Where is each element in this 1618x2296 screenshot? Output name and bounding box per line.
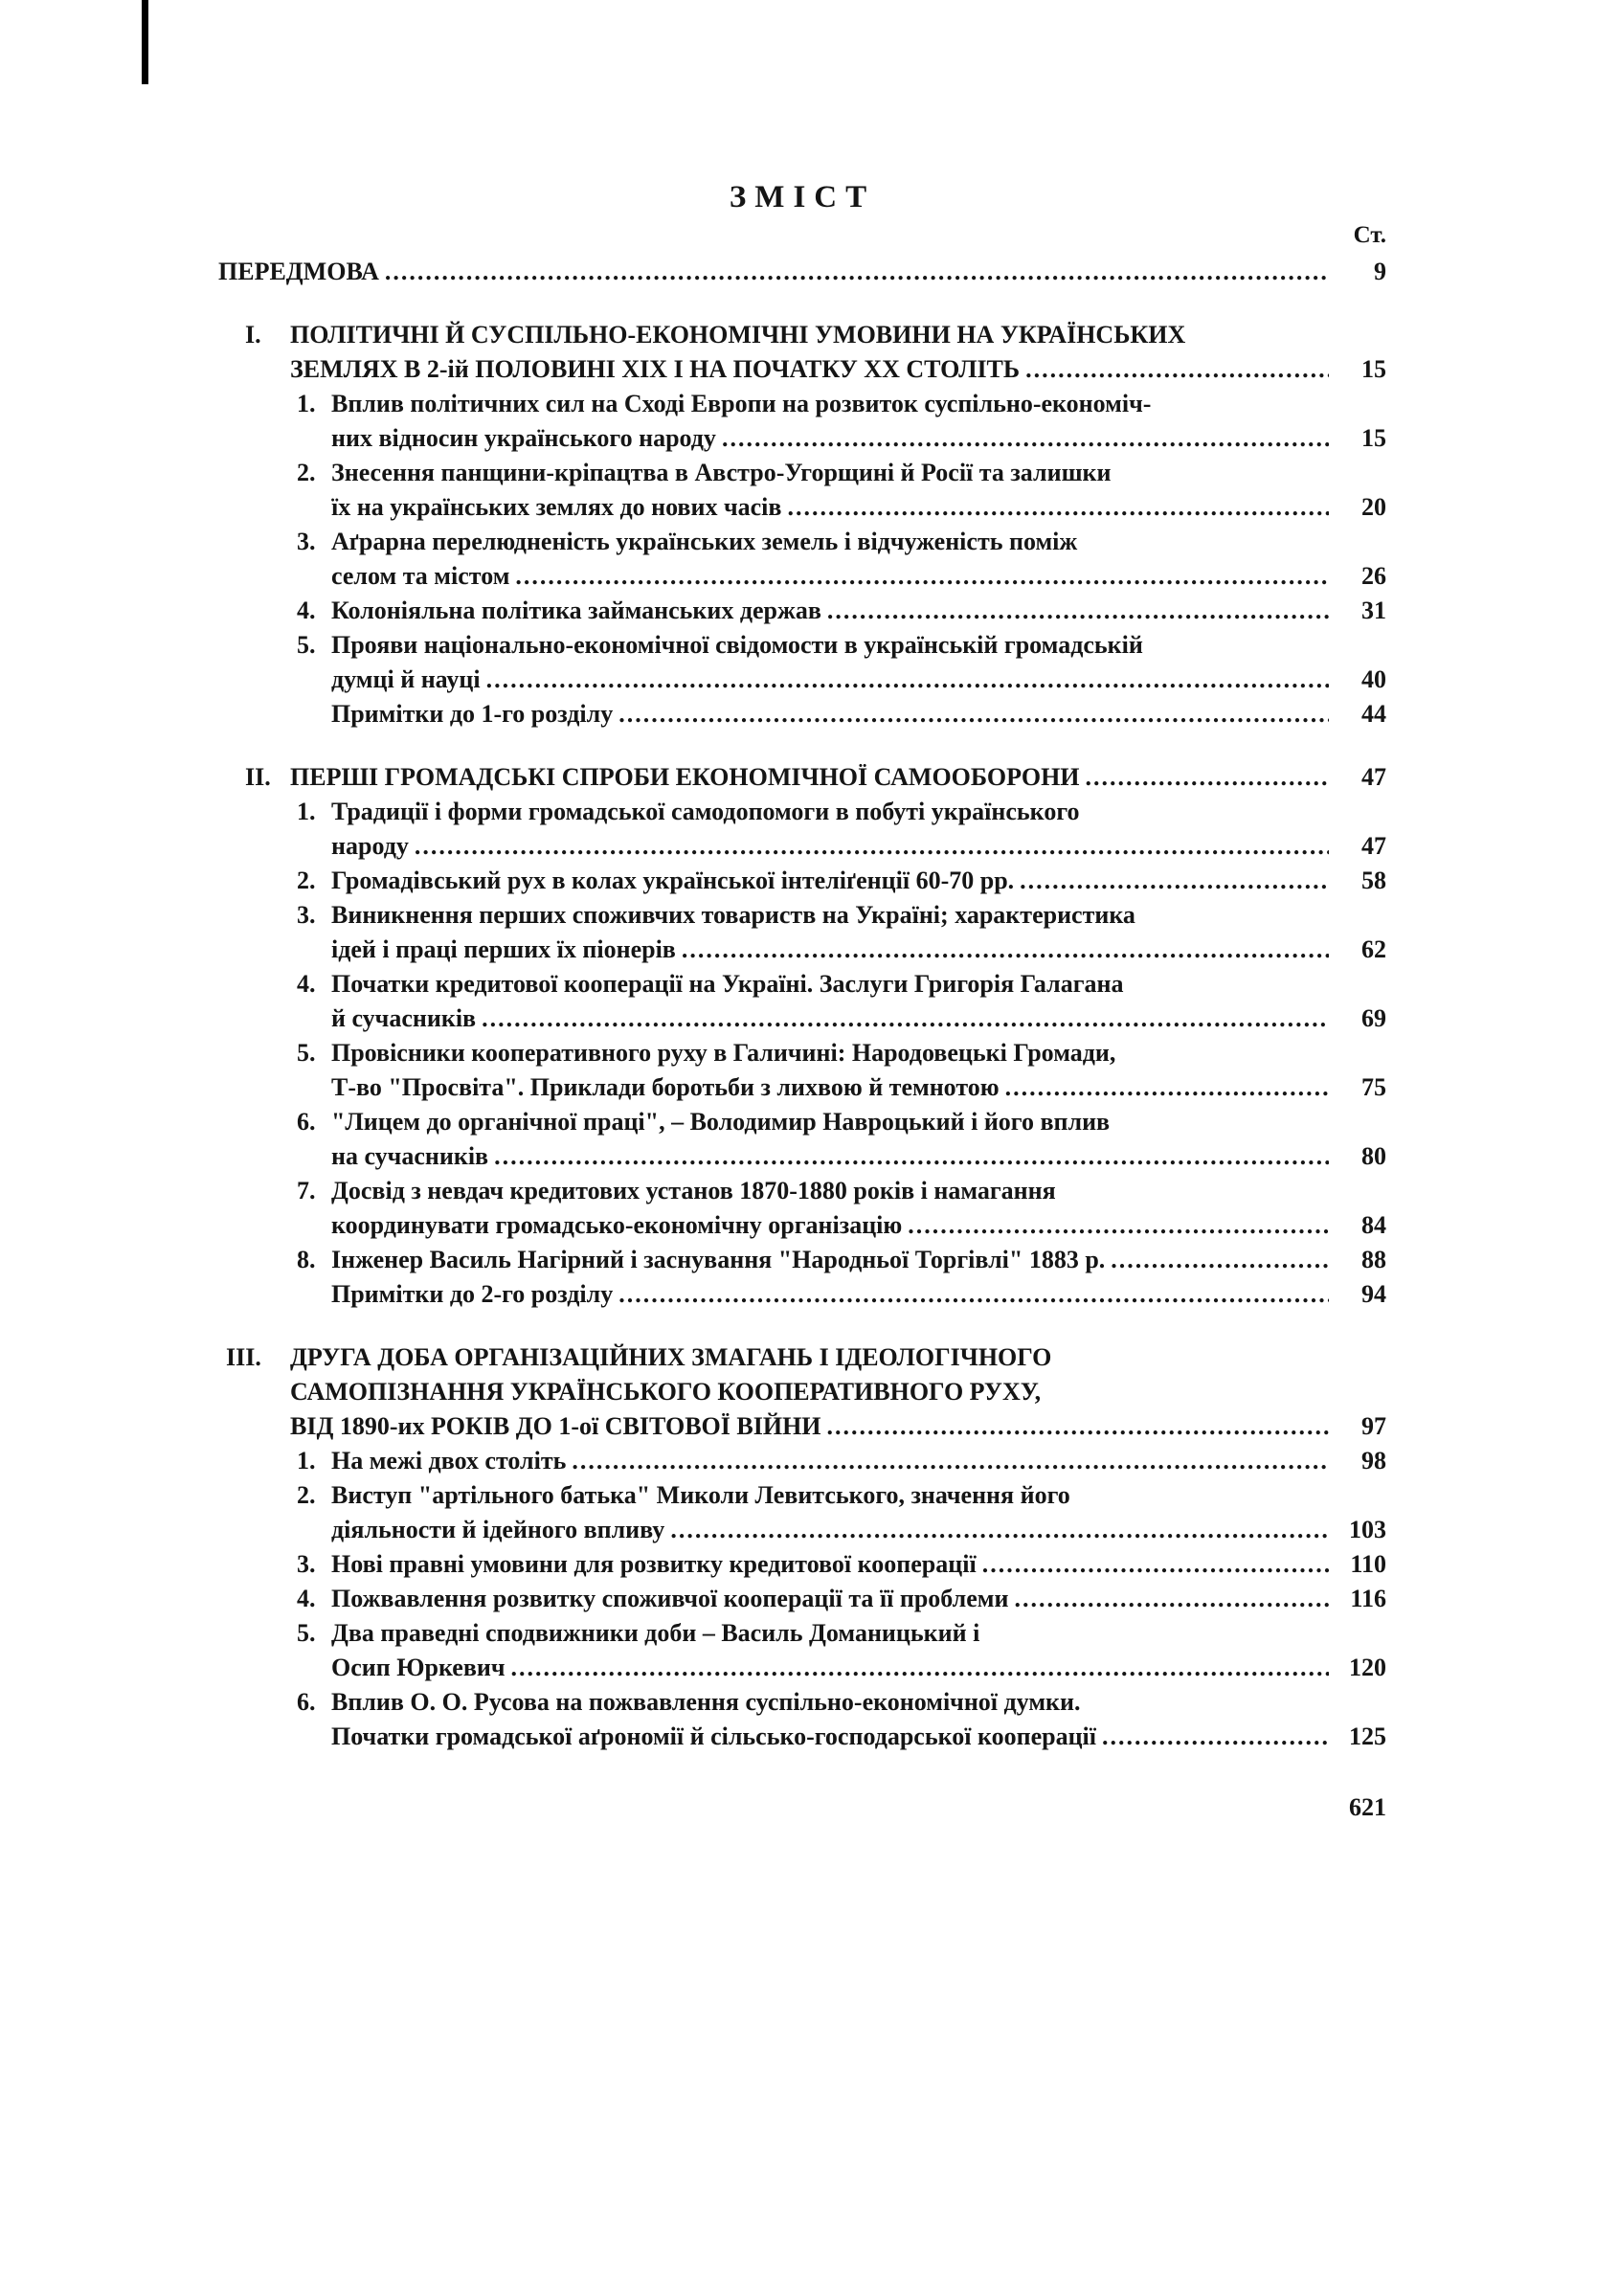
toc-entry-text: Традиції і форми громадської самодопомоги в побуті українського <box>331 798 1080 825</box>
toc-entry-line <box>218 318 1386 352</box>
toc-entry-line <box>218 933 1386 967</box>
toc-entry-number: 4. <box>297 970 316 998</box>
dot-leader <box>827 1409 1329 1444</box>
scan-artifact-mark <box>142 0 148 84</box>
toc-entry-number: 5. <box>297 631 316 659</box>
toc-entry-text: народу <box>331 832 409 860</box>
toc-entry-text: їх на українських землях до нових часів <box>331 493 782 521</box>
toc-entry-text: них відносин українського народу <box>331 424 716 452</box>
toc-entry <box>218 864 1386 898</box>
toc-entry-line <box>218 594 1386 628</box>
toc-entry <box>218 1243 1386 1277</box>
toc-content <box>218 178 1386 1825</box>
toc-entry-text: координувати громадсько-економічну організацію <box>331 1211 903 1239</box>
toc-entry-line <box>218 1277 1386 1312</box>
toc-entry-number: 1. <box>297 390 316 417</box>
toc-entry-line <box>218 1616 1386 1651</box>
toc-entry-text: Аґрарна перелюдненість українських земель і відчуженість поміж <box>331 528 1078 555</box>
toc-entry-line <box>218 1720 1386 1754</box>
toc-entry <box>218 594 1386 628</box>
toc-page-number: 15 <box>1361 424 1386 452</box>
toc-entry-text: ПЕРШІ ГРОМАДСЬКІ СПРОБИ ЕКОНОМІЧНОЇ САМООБОРОНИ <box>290 763 1080 791</box>
toc-page-number: 125 <box>1349 1722 1386 1750</box>
toc-entry-text: Два праведні сподвижники доби – Василь Доманицький і <box>331 1619 980 1647</box>
dot-leader <box>722 421 1329 456</box>
toc-page-number: 44 <box>1361 700 1386 728</box>
toc-entry-text: Виникнення перших споживчих товариств на Україні; характеристика <box>331 901 1135 929</box>
dot-leader <box>1111 1243 1329 1277</box>
toc-entry-text: ВІД 1890-их РОКІВ ДО 1-ої СВІТОВОЇ ВІЙНИ <box>290 1412 821 1440</box>
toc-entry-text: Громадівський рух в колах української інтеліґенції 60-70 рр. <box>331 867 1015 894</box>
dot-leader <box>482 1002 1329 1036</box>
toc-entry <box>218 967 1386 1036</box>
toc-entry-text: Вплив О. О. Русова на пожвавлення суспільно-економічної думки. <box>331 1688 1081 1716</box>
toc-page-number: 47 <box>1361 763 1386 791</box>
page-title: ЗМІСТ <box>729 180 876 214</box>
toc-entry <box>218 318 1386 387</box>
dot-leader <box>982 1547 1329 1582</box>
dot-leader <box>618 1277 1329 1312</box>
toc-entry-text: Початки громадської аґрономії й сільсько-господарської кооперації <box>331 1722 1097 1750</box>
toc-entry <box>218 387 1386 456</box>
toc-entry <box>218 898 1386 967</box>
toc-entry-number: 5. <box>297 1619 316 1647</box>
toc-entry-text: діяльности й ідейного впливу <box>331 1516 665 1543</box>
toc-entry-number: 2. <box>297 867 316 894</box>
toc-entry-text: Прояви національно-економічної свідомости в українській громадській <box>331 631 1143 659</box>
toc-entry-number: 8. <box>297 1246 316 1273</box>
toc-entry-number: 3. <box>297 1550 316 1578</box>
toc-page-number: 58 <box>1361 867 1386 894</box>
toc-entry <box>218 255 1386 289</box>
toc-entry-text: ідей і праці перших їх піонерів <box>331 935 676 963</box>
toc-entry-text: "Лицем до органічної праці", – Володимир Навроцький і його вплив <box>331 1108 1111 1136</box>
toc-entry-line <box>218 1036 1386 1070</box>
toc-page-number: 97 <box>1361 1412 1386 1440</box>
toc-entry-line <box>218 1002 1386 1036</box>
toc-entry-line <box>218 1208 1386 1243</box>
toc-entry-text: ПОЛІТИЧНІ Й СУСПІЛЬНО-ЕКОНОМІЧНІ УМОВИНИ НА УКРАЇНСЬКИХ <box>290 321 1186 349</box>
toc-entry <box>218 1105 1386 1174</box>
toc-entry-text: Осип Юркевич <box>331 1654 506 1681</box>
toc-page-number: 80 <box>1361 1142 1386 1170</box>
dot-leader <box>827 594 1329 628</box>
toc-entry-text: Колоніяльна політика займанських держав <box>331 597 821 624</box>
toc-entry-line <box>218 1547 1386 1582</box>
toc-entry-text: на сучасників <box>331 1142 489 1170</box>
toc-entry <box>218 795 1386 864</box>
toc-page-number: 120 <box>1349 1654 1386 1681</box>
dot-leader <box>1020 864 1329 898</box>
dot-leader <box>572 1444 1329 1478</box>
toc-entry-text: Примітки до 2-го розділу <box>331 1280 614 1308</box>
toc-entry-line <box>218 898 1386 933</box>
toc-page-number: 98 <box>1361 1447 1386 1474</box>
toc-entry-line <box>218 967 1386 1002</box>
toc-entry <box>218 1582 1386 1616</box>
toc-entry-line <box>218 1582 1386 1616</box>
toc-entry-line <box>218 1340 1386 1375</box>
toc-entry-text: селом та містом <box>331 562 510 590</box>
dot-leader <box>515 559 1329 594</box>
toc-entry-text: й сучасників <box>331 1004 477 1032</box>
toc-entry-number: 6. <box>297 1108 316 1136</box>
toc-entry <box>218 1036 1386 1105</box>
toc-page-number: 75 <box>1361 1073 1386 1101</box>
toc-entry-line <box>218 255 1386 289</box>
toc-entry-text: Пожвавлення розвитку споживчої кооперації та її проблеми <box>331 1585 1009 1612</box>
toc-entry-line <box>218 1409 1386 1444</box>
toc-entry <box>218 1685 1386 1754</box>
dot-leader <box>682 933 1329 967</box>
toc-entry-line <box>218 1513 1386 1547</box>
toc-entry-line <box>218 1139 1386 1174</box>
toc-entry-line <box>218 1070 1386 1105</box>
dot-leader <box>1005 1070 1329 1105</box>
toc-entry-text: САМОПІЗНАННЯ УКРАЇНСЬКОГО КООПЕРАТИВНОГО РУХУ, <box>290 1378 1042 1406</box>
toc-entry-line <box>218 1243 1386 1277</box>
toc-entry <box>218 628 1386 697</box>
dot-leader <box>494 1139 1329 1174</box>
toc-entry-line <box>218 1685 1386 1720</box>
toc-entry-line <box>218 1444 1386 1478</box>
toc-entry <box>218 1478 1386 1547</box>
toc-page-number: 26 <box>1361 562 1386 590</box>
toc-entry <box>218 1340 1386 1444</box>
toc-entry-number: 3. <box>297 528 316 555</box>
dot-leader <box>1102 1720 1329 1754</box>
dot-leader <box>385 255 1329 289</box>
toc-entry-number: 1. <box>297 1447 316 1474</box>
toc-entry-line <box>218 829 1386 864</box>
toc-entry-number: 2. <box>297 1481 316 1509</box>
dot-leader <box>1025 352 1329 387</box>
dot-leader <box>787 490 1329 525</box>
toc-entry-text: ПЕРЕДМОВА <box>218 258 379 285</box>
toc-entry-line <box>218 525 1386 559</box>
dot-leader <box>511 1651 1329 1685</box>
folio-page-number: 621 <box>1349 1793 1386 1821</box>
toc-entry-text: На межі двох століть <box>331 1447 567 1474</box>
dot-leader <box>1014 1582 1329 1616</box>
toc-entry-number: 5. <box>297 1039 316 1067</box>
toc-page-number: 110 <box>1350 1550 1386 1578</box>
toc-entry-line <box>218 559 1386 594</box>
toc-entry-line <box>218 1174 1386 1208</box>
toc-entry-line <box>218 663 1386 697</box>
toc-entry-number: 2. <box>297 459 316 486</box>
toc-page-number: 15 <box>1361 355 1386 383</box>
toc-entry <box>218 760 1386 795</box>
toc-entry-line <box>218 1105 1386 1139</box>
toc-page-number: 31 <box>1361 597 1386 624</box>
dot-leader <box>618 697 1329 732</box>
toc-page-number: 69 <box>1361 1004 1386 1032</box>
toc-page-number: 84 <box>1361 1211 1386 1239</box>
dot-leader <box>670 1513 1329 1547</box>
toc-page-number: 94 <box>1361 1280 1386 1308</box>
dot-leader <box>415 829 1329 864</box>
toc-entry-text: Знесення панщини-кріпацтва в Австро-Угорщині й Росії та залишки <box>331 459 1112 486</box>
toc-entry-text: ЗЕМЛЯХ В 2-ій ПОЛОВИНІ XIX І НА ПОЧАТКУ XX СТОЛІТЬ <box>290 355 1021 383</box>
toc-list <box>218 255 1386 1754</box>
toc-entry-text: Т-во "Просвіта". Приклади боротьби з лихвою й темнотою <box>331 1073 1000 1101</box>
toc-entry <box>218 1174 1386 1243</box>
toc-entry-line <box>218 1651 1386 1685</box>
toc-entry-line <box>218 490 1386 525</box>
toc-entry <box>218 1444 1386 1478</box>
page-column-header: Ст. <box>1353 222 1386 248</box>
toc-entry-number: II. <box>245 763 271 791</box>
dot-leader <box>1086 760 1329 795</box>
toc-entry-line <box>218 795 1386 829</box>
toc-entry-line <box>218 697 1386 732</box>
toc-page-number: 40 <box>1361 665 1386 693</box>
toc-entry-line <box>218 387 1386 421</box>
toc-entry <box>218 697 1386 732</box>
toc-entry-line <box>218 1478 1386 1513</box>
toc-entry-number: 4. <box>297 1585 316 1612</box>
dot-leader <box>908 1208 1329 1243</box>
toc-entry-text: Нові правні умовини для розвитку кредитової кооперації <box>331 1550 977 1578</box>
toc-entry-line <box>218 1375 1386 1409</box>
toc-entry <box>218 525 1386 594</box>
toc-entry <box>218 1616 1386 1685</box>
toc-entry-line <box>218 628 1386 663</box>
toc-entry-text: Примітки до 1-го розділу <box>331 700 614 728</box>
toc-entry-text: думці й науці <box>331 665 481 693</box>
toc-entry-number: 3. <box>297 901 316 929</box>
toc-page-number: 88 <box>1361 1246 1386 1273</box>
toc-page-number: 9 <box>1374 258 1386 285</box>
toc-page-number: 103 <box>1349 1516 1386 1543</box>
toc-entry-number: 1. <box>297 798 316 825</box>
toc-entry-number: III. <box>226 1343 261 1371</box>
toc-entry-number: 4. <box>297 597 316 624</box>
toc-page-number: 47 <box>1361 832 1386 860</box>
toc-entry-line <box>218 421 1386 456</box>
toc-entry-number: 6. <box>297 1688 316 1716</box>
toc-entry <box>218 456 1386 525</box>
toc-entry-text: Вплив політичних сил на Сході Европи на розвиток суспільно-економіч- <box>331 390 1152 417</box>
toc-entry-number: 7. <box>297 1177 316 1204</box>
toc-entry-text: Початки кредитової кооперації на Україні. Заслуги Григорія Галагана <box>331 970 1124 998</box>
toc-page-number: 62 <box>1361 935 1386 963</box>
toc-entry-line <box>218 456 1386 490</box>
toc-entry-text: Провісники кооперативного руху в Галичині: Народовецькі Громади, <box>331 1039 1116 1067</box>
toc-page-number: 20 <box>1361 493 1386 521</box>
toc-entry-text: Інженер Василь Нагірний і заснування "Народньої Торгівлі" 1883 р. <box>331 1246 1106 1273</box>
toc-entry-line <box>218 760 1386 795</box>
toc-entry-text: Виступ "артільного батька" Миколи Левитського, значення його <box>331 1481 1070 1509</box>
toc-entry-text: Досвід з невдач кредитових установ 1870-1880 років і намагання <box>331 1177 1056 1204</box>
toc-page-number: 116 <box>1350 1585 1386 1612</box>
toc-entry <box>218 1547 1386 1582</box>
toc-entry <box>218 1277 1386 1312</box>
toc-entry-line <box>218 352 1386 387</box>
dot-leader <box>486 663 1329 697</box>
toc-entry-text: ДРУГА ДОБА ОРГАНІЗАЦІЙНИХ ЗМАГАНЬ І ІДЕОЛОГІЧНОГО <box>290 1343 1052 1371</box>
toc-entry-number: I. <box>245 321 261 349</box>
toc-entry-line <box>218 864 1386 898</box>
